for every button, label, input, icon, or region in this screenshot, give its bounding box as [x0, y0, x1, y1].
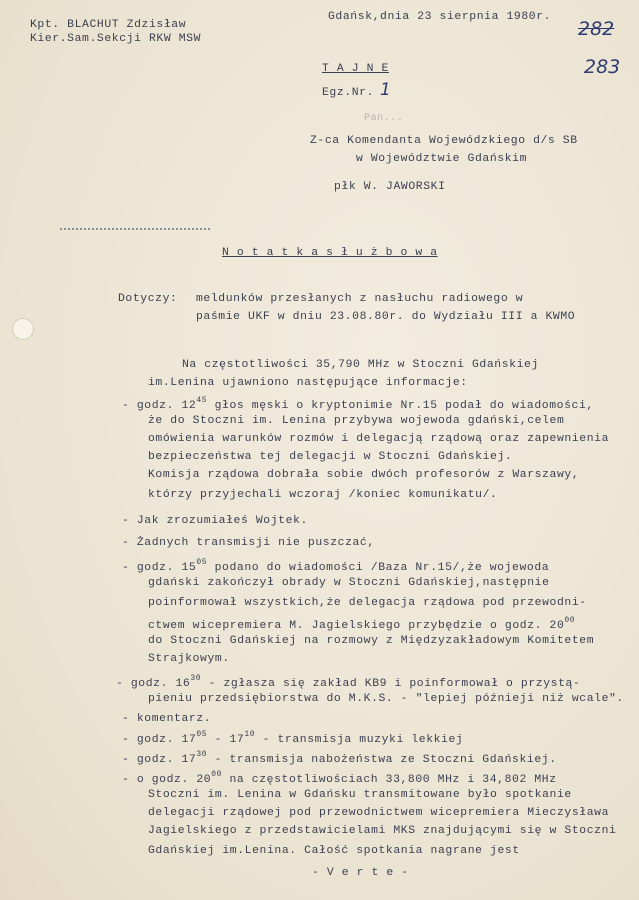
place-date: Gdańsk,dnia 23 sierpnia 1980r. — [328, 11, 552, 23]
body-line: - o godz. $20^{00}$ na częstotliwościach 33,800 MHz i 34,802 MHz — [122, 770, 557, 786]
body-line: bezpieczeństwa tej delegacji w Stoczni Gdańskiej. — [148, 451, 513, 463]
body-line: poinformował wszystkich,że delegacja rządowa pod przewodni- — [148, 597, 587, 609]
body-line: - Żadnych transmisji nie puszczać, — [122, 537, 375, 549]
body-line: im.Lenina ujawniono następujące informacje: — [148, 377, 468, 389]
body-line: Stoczni im. Lenina w Gdańsku transmitowane było spotkanie — [148, 789, 572, 801]
body-line: pieniu przedsiębiorstwa do M.K.S. - "lepiej późnieji niż wcale". — [148, 693, 624, 705]
handwritten-number-crossed: 282 — [578, 18, 615, 40]
body-line: do Stoczni Gdańskiej na rozmowy z Międzyzakładowym Komitetem — [148, 635, 595, 647]
subject-line-2: paśmie UKF w dniu 23.08.80r. do Wydziału III a KWMO — [196, 311, 576, 323]
body-line: ctwem wicepremiera M. Jagielskiego przybędzie o godz. $20^{00}$ — [148, 616, 576, 632]
body-line: Gdańskiej im.Lenina. Całość spotkania nagrane jest — [148, 845, 520, 857]
body-line: gdański zakończył obrady w Stoczni Gdańskiej,następnie — [148, 577, 550, 589]
addressee-line-2: w Województwie Gdańskim — [356, 153, 528, 165]
faded-word: Pan... — [364, 113, 404, 124]
subject-line-1: meldunków przesłanych z nasłuchu radiowego w — [196, 293, 524, 305]
handwritten-number: 283 — [584, 56, 621, 78]
body-line: Jagielskiego z przedstawicielami MKS znajdującymi się w Stoczni — [148, 825, 617, 837]
copy-number-label: Egz.Nr. — [322, 87, 375, 99]
sender-unit: Kier.Sam.Sekcji RKW MSW — [30, 33, 202, 45]
classification-stamp: T A J N E — [322, 63, 389, 75]
document-title: N o t a t k a s ł u ż b o w a — [222, 247, 438, 259]
verte-footer: - V e r t e - — [312, 867, 409, 879]
addressee-line-3: płk W. JAWORSKI — [334, 181, 446, 193]
subject-label: Dotyczy: — [118, 293, 178, 305]
body-line: omówienia warunków rozmów i delegacją rządową oraz zapewnienia — [148, 433, 610, 445]
body-line: że do Stoczni im. Lenina przybywa wojewoda gdański,celem — [148, 415, 565, 427]
sender-name: Kpt. BLACHUT Zdzisław — [30, 19, 187, 31]
addressee-line-1: Z-ca Komendanta Wojewódzkiego d/s SB — [310, 135, 578, 147]
punch-hole — [12, 318, 34, 340]
copy-number-handwritten: 1 — [380, 80, 391, 100]
body-line: - godz. $12^{45}$ głos męski o kryptonimie Nr.15 podał do wiadomości, — [122, 396, 594, 412]
dotted-separator — [60, 228, 210, 230]
body-line: Strajkowym. — [148, 653, 230, 665]
body-line: - komentarz. — [122, 713, 212, 725]
body-line: - godz. $17^{30}$ - transmisja nabożeństwa ze Stoczni Gdańskiej. — [122, 750, 557, 766]
body-line: - Jak zrozumiałeś Wojtek. — [122, 515, 308, 527]
body-line: delegacji rządowej pod przewodnictwem wicepremiera Mieczysława — [148, 807, 610, 819]
body-line: - godz. $15^{05}$ podano do wiadomości /Baza Nr.15/,że wojewoda — [122, 558, 550, 574]
body-line: - godz. $16^{30}$ - zgłasza się zakład KB9 i poinformował o przystą- — [116, 674, 581, 690]
body-line: Komisja rządowa dobrała sobie dwóch profesorów z Warszawy, — [148, 469, 580, 481]
body-line: - godz. $17^{05} - 17^{10}$ - transmisja muzyki lekkiej — [122, 730, 464, 746]
body-line: Na częstotliwości 35,790 MHz w Stoczni Gdańskiej — [182, 359, 539, 371]
body-line: którzy przyjechali wczoraj /koniec komunikatu/. — [148, 489, 498, 501]
